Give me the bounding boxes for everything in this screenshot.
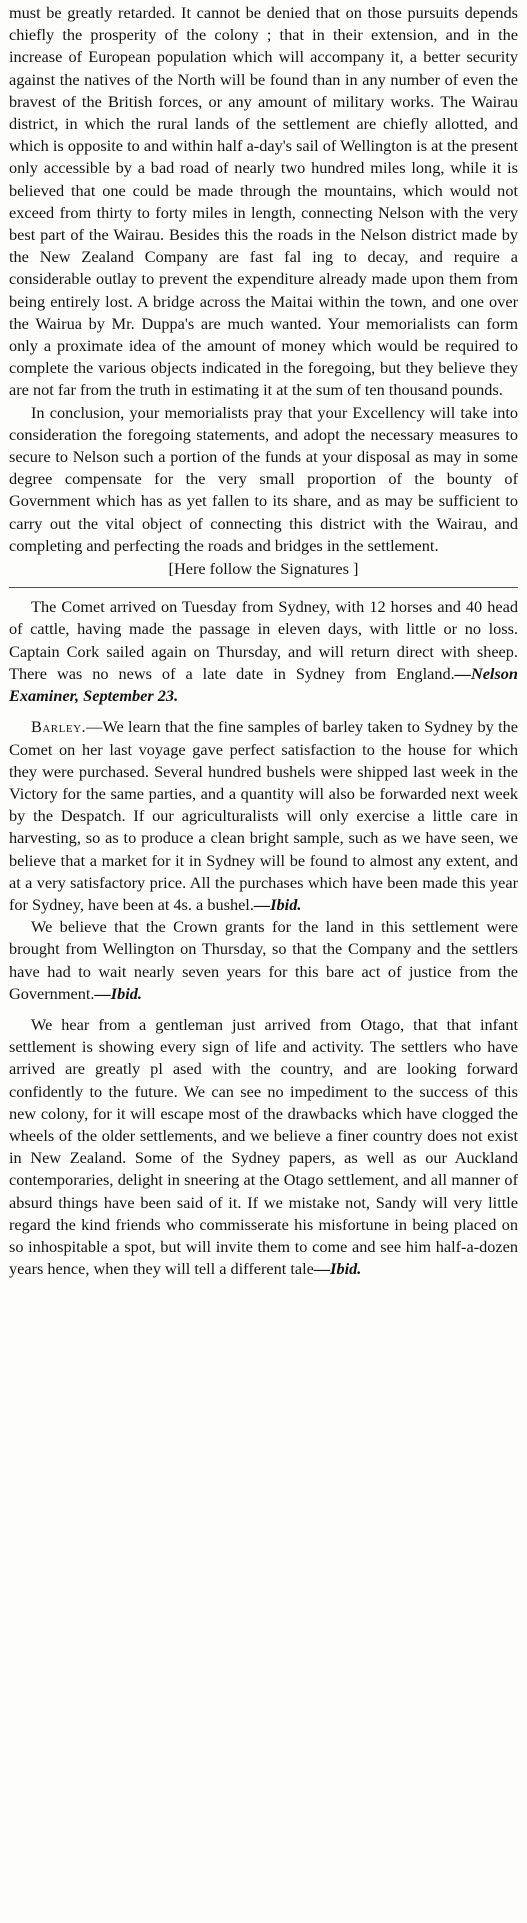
otago-article — [9, 1014, 518, 1280]
barley-article — [9, 716, 518, 916]
barley-source: —Ibid. — [253, 894, 302, 914]
article-gap — [9, 1005, 518, 1014]
crown-text: We believe that the Crown grants for the land in this settlement were brought from Wellington on Thursday, so that the Company and the settlers have had to wait nearly seven years for this bare act of justice from the Government. — [9, 917, 518, 1003]
otago-text: We hear from a gentleman just arrived from Otago, that that infant settlement is showing every sign of life and activity. The settlers who have arrived are greatly pl ased with the country, and are looking forward confidently to the future. We can see no impediment to the success of this new colony, for it will escape most of the drawbacks which have clogged the wheels of the older settlements, and we believe a finer country does not exist in New Zealand. Some of the Sydney papers, as well as our Auckland contemporaries, delight in sneering at the Otago settlement, and all manner of absurd things have been said of it. If we mistake not, Sandy will very little regard the kind friends who commisserate his misfortune in being placed on so inhospitable a spot, but will invite them to come and see him half-a-dozen years hence, when they will tell a different tale — [9, 1014, 518, 1279]
column-divider — [9, 587, 518, 588]
comet-article — [9, 596, 518, 707]
otago-source: —Ibid. — [313, 1259, 362, 1279]
barley-heading: Barley. — [31, 717, 87, 737]
crown-grants-article — [9, 916, 518, 1005]
signatures-note: [Here follow the Signatures ] — [168, 559, 359, 579]
conclusion-paragraph: In conclusion, your memorialists pray that your Excellency will take into consideration the foregoing statements, and adopt the necessary measures to secure to Nelson such a portion of the funds at your disposal as may in some degree compensate for the very small proportion of the bounty of Government which has as yet fallen to its share, and as may be sufficient to carry out the vital object of connecting this district with the Wairau, and completing and perfecting the roads and bridges in the settlement. — [9, 402, 518, 555]
crown-source: —Ibid. — [94, 983, 142, 1003]
memorial-paragraph: must be greatly retarded. It cannot be denied that on those pursuits depends chiefly the prosperity of the colony ; that in their extension, and in the increase of European population which will accompany it, a better security against the natives of the North will be found than in any number of even the bravest of the British forces, or any amount of military works. The Wairau district, in which the rural lands of the settlement are chiefly allotted, and which is opposite to and within half a-day's sail of Wellington is at the present only accessible by a bad road of nearly two hundred miles long, while it is believed that one could be made through the mountains, which would not exceed from thirty to forty miles in length, connecting Nelson with the very best part of the Wairau. Besides this the roads in the Nelson district made by the New Zealand Company are fast fal ing to decay, and require a considerable outlay to prevent the expenditure already made upon them from being entirely lost. A bridge across the Maitai within the town, and one over the Wairua by Mr. Duppa's are much wanted. Your memorialists can form only a proximate idea of the amount of money which would be required to complete the various objects indicated in the foregoing, but they believe they are not far from the truth in estimating it at the sum of ten thousand pounds. — [9, 3, 518, 400]
article-gap — [9, 707, 518, 716]
comet-source: —Nelson Examiner, September 23. — [9, 663, 518, 706]
newspaper-column — [9, 2, 518, 1280]
barley-text: —We learn that the fine samples of barley taken to Sydney by the Comet on her last voyage gave perfect satisfaction to the house for which they were purchased. Several hundred bushels were shipped last week in the Victory for the same parties, and a quantity will also be forwarded next week by the Despatch. If our agriculturalists will only exercise a little care in harvesting, so as to produce a clean bright sample, such as we have seen, we believe that a market for it in Sydney will be found to almost any extent, and at a very satisfactory price. All the purchases which have been made this year for Sydney, have been at 4s. a bushel. — [9, 717, 518, 914]
comet-text: The Comet arrived on Tuesday from Sydney, with 12 horses and 40 head of cattle, having made the passage in eleven days, with little or no loss. Captain Cork sailed again on Thursday, and will return direct with sheep. There was no news of a late date in Sydney from England. — [9, 597, 518, 683]
